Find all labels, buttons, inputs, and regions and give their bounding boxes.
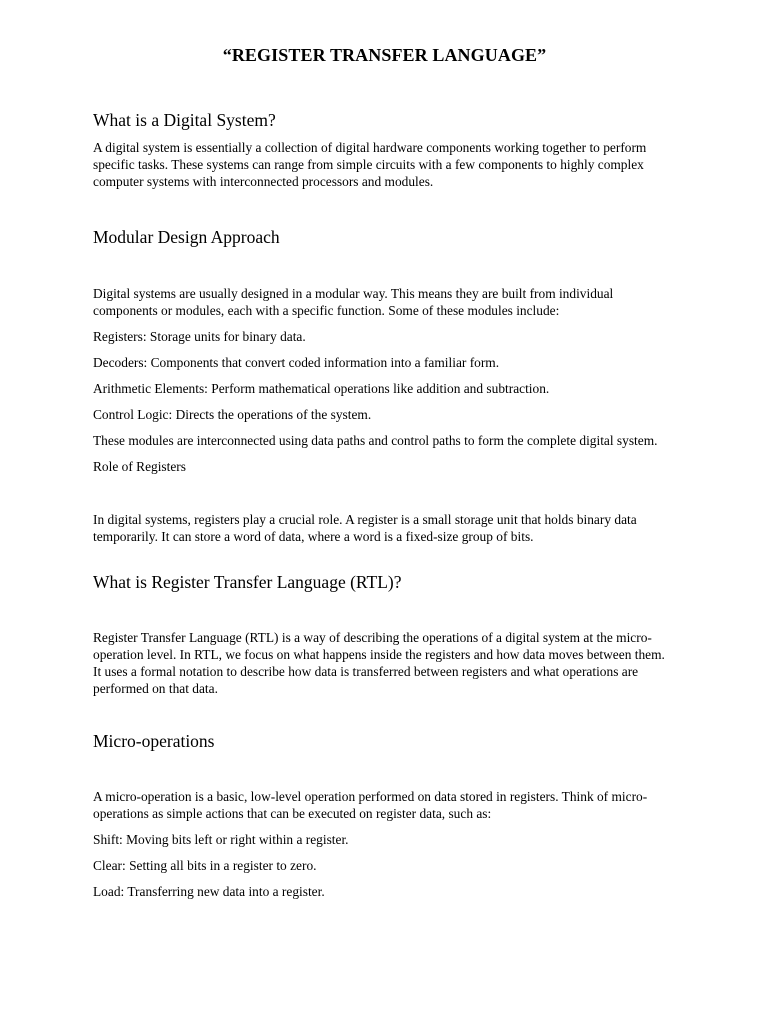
- list-item-shift: Shift: Moving bits left or right within a register.: [93, 832, 349, 847]
- list-item-control-logic: Control Logic: Directs the operations of the system.: [93, 407, 372, 422]
- section-heading-rtl: What is Register Transfer Language (RTL)?: [93, 572, 402, 592]
- paragraph-interconnect: These modules are interconnected using data paths and control paths to form the complete digital system.: [93, 433, 658, 448]
- list-item-registers: Registers: Storage units for binary data.: [93, 329, 306, 344]
- paragraph-registers: In digital systems, registers play a crucial role. A register is a small storage unit that holds binary data temporarily. It can store a word of data, where a word is a fixed-size group of bits.: [93, 512, 637, 544]
- document-title: “REGISTER TRANSFER LANGUAGE”: [222, 45, 547, 65]
- list-item-clear: Clear: Setting all bits in a register to zero.: [93, 858, 317, 873]
- section-heading-digital-system: What is a Digital System?: [93, 110, 276, 130]
- list-item-decoders: Decoders: Components that convert coded information into a familiar form.: [93, 355, 500, 370]
- paragraph-digital-system: A digital system is essentially a collection of digital hardware components working together to perform specific tasks. These systems can range from simple circuits with a few components to highly complex computer systems with interconnected processors and modules.: [93, 140, 647, 189]
- subheading-role-of-registers: Role of Registers: [93, 459, 186, 474]
- section-heading-modular-design: Modular Design Approach: [93, 227, 280, 247]
- paragraph-rtl: Register Transfer Language (RTL) is a way of describing the operations of a digital system at the micro-operation level. In RTL, we focus on what happens inside the registers and how data moves between them. It uses a formal notation to describe how data is transferred between registers and what operations are performed on that data.: [93, 630, 665, 696]
- paragraph-micro-operations: A micro-operation is a basic, low-level operation performed on data stored in registers. Think of micro-operations as simple actions that can be executed on register data, such as:: [93, 789, 648, 821]
- section-heading-micro-operations: Micro-operations: [93, 731, 215, 751]
- list-item-arithmetic-elements: Arithmetic Elements: Perform mathematical operations like addition and subtraction.: [93, 381, 550, 396]
- paragraph-modular-intro: Digital systems are usually designed in a modular way. This means they are built from individual components or modules, each with a specific function. Some of these modules include:: [93, 286, 614, 318]
- list-item-load: Load: Transferring new data into a register.: [93, 884, 325, 899]
